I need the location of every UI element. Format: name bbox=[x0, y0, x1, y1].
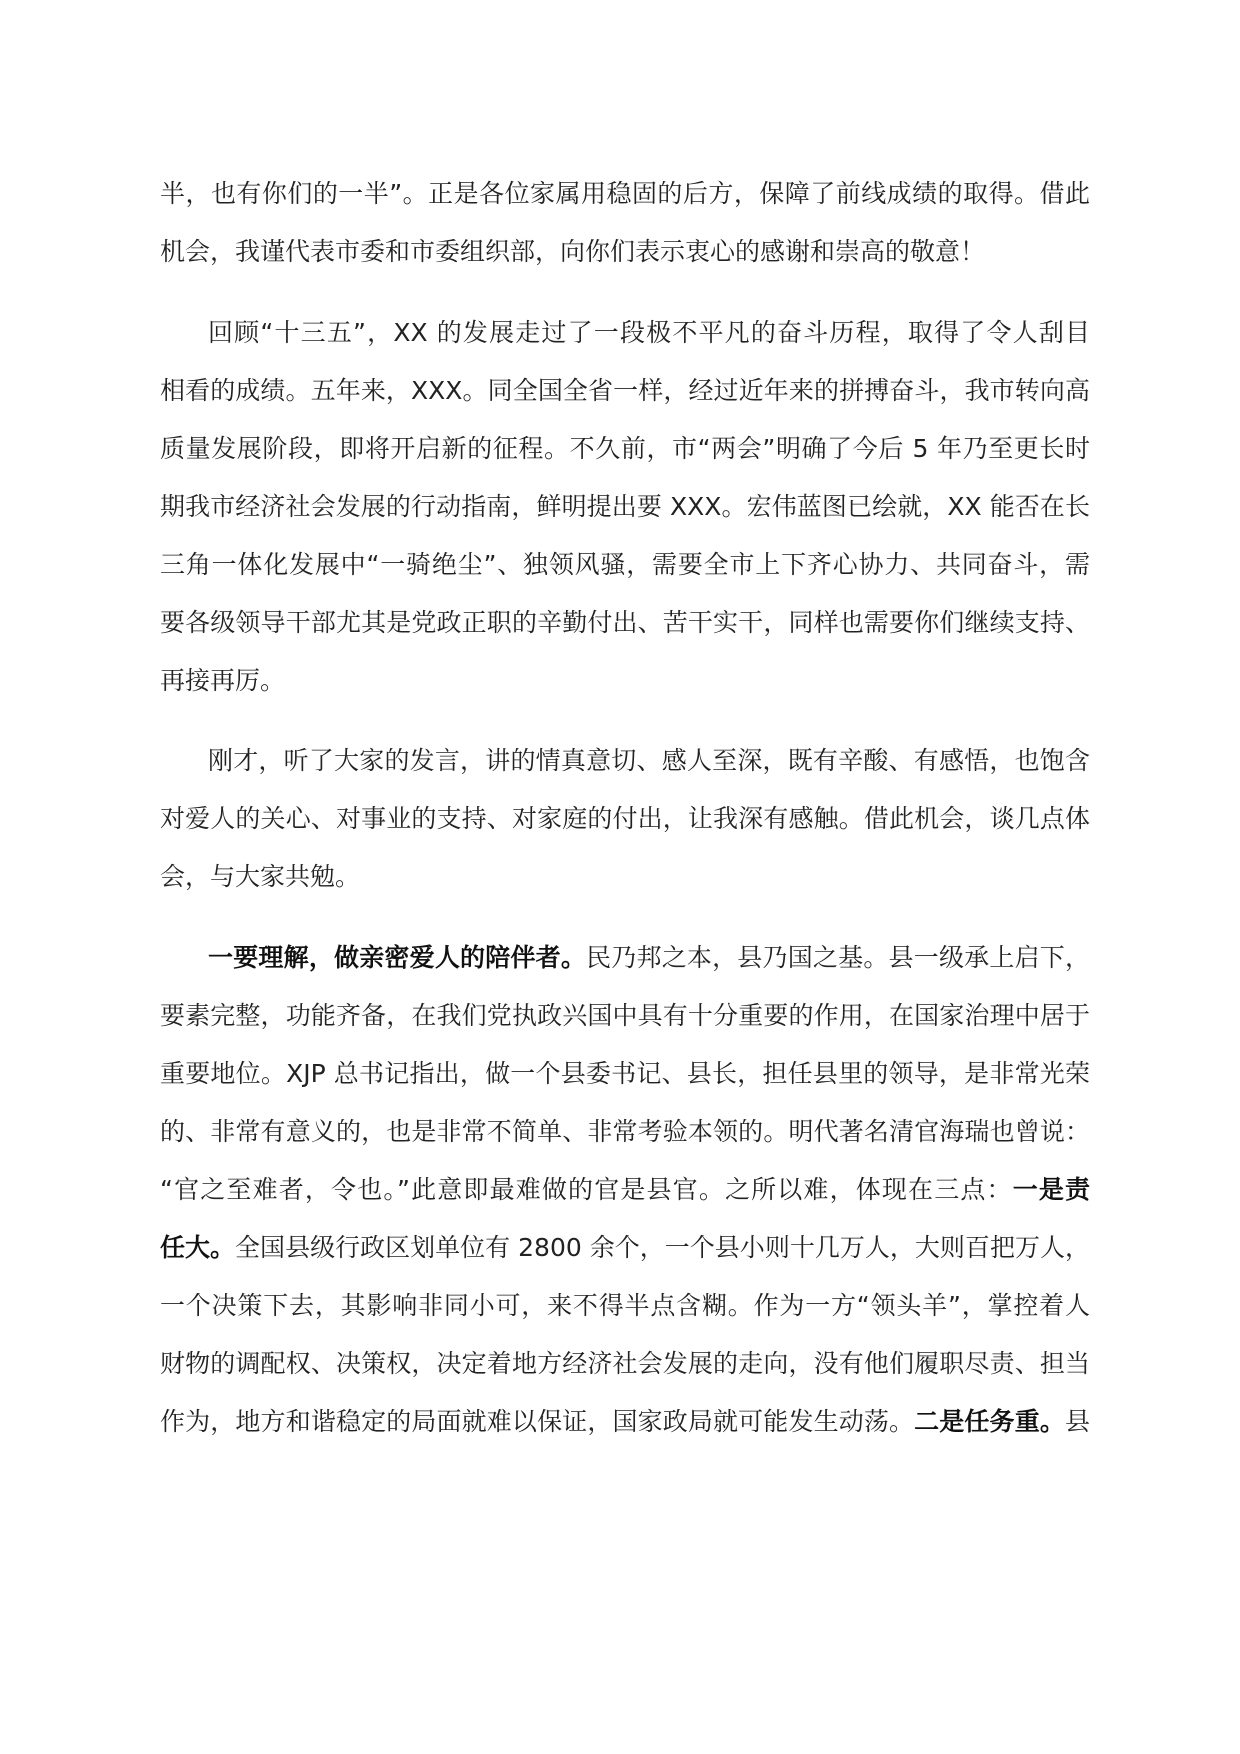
text-run: 县 bbox=[1064, 1407, 1090, 1436]
text-line: 对爱人的关心、对事业的支持、对家庭的付出，让我深有感触。借此机会，谈几点体 bbox=[160, 804, 1090, 833]
text-line: 财物的调配权、决策权，决定着地方经济社会发展的走向，没有他们履职尽责、担当 bbox=[160, 1349, 1090, 1378]
text-run: 全国县级行政区划单位有 2800 余个，一个县小则十几万人，大则百把万人， bbox=[235, 1233, 1090, 1262]
text-line bbox=[160, 1170, 1090, 1210]
bold-point: 一是责 bbox=[1012, 1175, 1090, 1204]
text-line: 机会，我谨代表市委和市委组织部，向你们表示衷心的感谢和崇高的敬意！ bbox=[160, 237, 986, 266]
text-line: 要各级领导干部尤其是党政正职的辛勤付出、苦干实干，同样也需要你们继续支持、 bbox=[160, 608, 1090, 637]
text-line: 刚才，听了大家的发言，讲的情真意切、感人至深，既有辛酸、有感悟，也饱含 bbox=[208, 746, 1090, 775]
text-run: 作为，地方和谐稳定的局面就难以保证，国家政局就可能发生动荡。 bbox=[160, 1407, 915, 1436]
text-line: 期我市经济社会发展的行动指南，鲜明提出要 XXX。宏伟蓝图已绘就，XX 能否在长 bbox=[160, 492, 1090, 521]
text-line: 重要地位。XJP 总书记指出，做一个县委书记、县长，担任县里的领导，是非常光荣 bbox=[160, 1059, 1090, 1088]
bold-point: 二是任务重。 bbox=[914, 1407, 1065, 1436]
text-run: “官之至难者，令也。”此意即最难做的官是县官。之所以难，体现在三点： bbox=[160, 1175, 1013, 1204]
text-line: 一个决策下去，其影响非同小可，来不得半点含糊。作为一方“领头羊”，掌控着人 bbox=[160, 1291, 1090, 1320]
text-line bbox=[160, 1228, 1090, 1268]
text-line: 三角一体化发展中“一骑绝尘”、独领风骚，需要全市上下齐心协力、共同奋斗，需 bbox=[160, 550, 1090, 579]
text-line: 相看的成绩。五年来，XXX。同全国全省一样，经过近年来的拼搏奋斗，我市转向高 bbox=[160, 376, 1090, 405]
text-line bbox=[208, 938, 1090, 978]
bold-heading: 一要理解，做亲密爱人的陪伴者。 bbox=[208, 943, 587, 972]
text-line: 回顾“十三五”，XX 的发展走过了一段极不平凡的奋斗历程，取得了令人刮目 bbox=[208, 318, 1090, 347]
text-line bbox=[160, 1402, 1090, 1442]
text-line: 半，也有你们的一半”。正是各位家属用稳固的后方，保障了前线成绩的取得。借此 bbox=[160, 179, 1090, 208]
text-line: 质量发展阶段，即将开启新的征程。不久前，市“两会”明确了今后 5 年乃至更长时 bbox=[160, 434, 1090, 463]
text-line: 要素完整，功能齐备，在我们党执政兴国中具有十分重要的作用，在国家治理中居于 bbox=[160, 1001, 1090, 1030]
text-run: 民乃邦之本，县乃国之基。县一级承上启下， bbox=[586, 943, 1090, 972]
text-line: 会，与大家共勉。 bbox=[160, 862, 361, 891]
text-line: 的、非常有意义的，也是非常不简单、非常考验本领的。明代著名清官海瑞也曾说： bbox=[160, 1117, 1090, 1146]
bold-point: 任大。 bbox=[160, 1233, 236, 1262]
text-line: 再接再厉。 bbox=[160, 666, 286, 695]
